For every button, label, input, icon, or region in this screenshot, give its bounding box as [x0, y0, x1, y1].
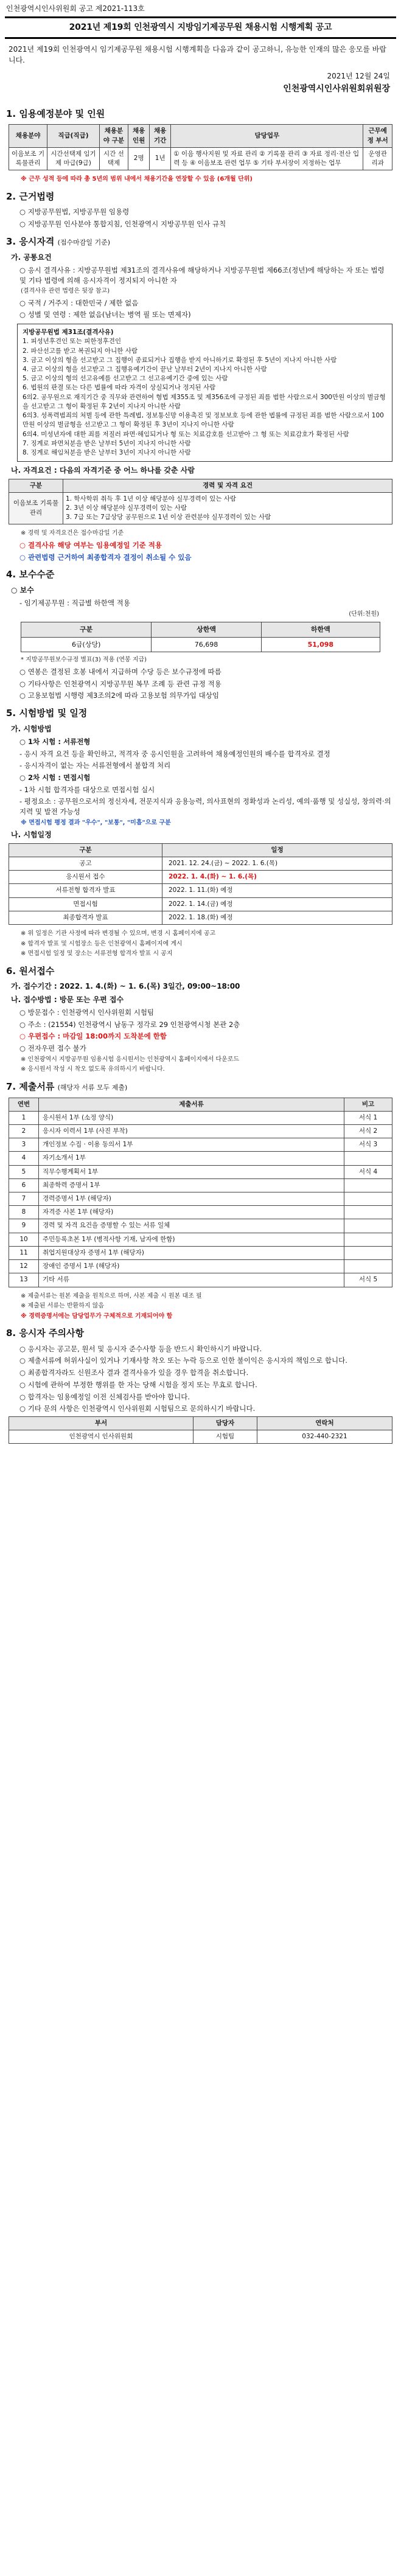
- application-period: 가. 접수기간 : 2022. 1. 4.(화) ~ 1. 6.(목) 3일간, 09:00~18:00: [11, 982, 240, 991]
- stage-1-item: - 응시 자격 요건 등을 확인하고, 적격자 중 응시인원을 고려하여 채용예정인원의 배수를 합격자로 결정: [19, 749, 330, 758]
- documents-note: ※ 제출된 서류는 반환하지 않음: [21, 1303, 105, 1310]
- documents-note: ※ 제출서류는 원본 제출을 원칙으로 하며, 사본 제출 시 원본 대조 필: [21, 1292, 202, 1300]
- doc-no: 12: [9, 1260, 39, 1273]
- disqualification-item: ○ 응시 결격사유 : 지방공무원법 제31조의 결격사유에 해당하거나 지방공무원법 제66조(정년)에 해당하는 자 또는 법령 및 기타 법령에 의해 응시자격이 정지되지 아니한 자: [19, 265, 385, 285]
- doc-name: 자기소개서 1부: [39, 1152, 344, 1165]
- doc-no: 5: [9, 1165, 39, 1178]
- table-row: [9, 871, 392, 884]
- col-count: 채용인원: [128, 125, 150, 147]
- doc-remark: [344, 1152, 392, 1165]
- col-person: 담당자: [193, 1416, 257, 1430]
- table-row: [9, 1192, 392, 1206]
- box-line: 6의4. 미성년자에 대한 죄를 저질러 파면·해임되거나 형 또는 치료감호를 선고받아 그 형 또는 치료감호가 확정된 사람: [23, 430, 349, 438]
- caution-item: ○ 제출서류에 허위사실이 있거나 기재사항 착오 또는 누락 등으로 인한 불이익은 응시자의 책임으로 합니다.: [19, 1356, 347, 1365]
- stage-2-item: - 1차 시험 합격자를 대상으로 면접시험 실시: [19, 785, 155, 794]
- table-row: [9, 1152, 392, 1165]
- cell-dept: 운영관리과: [363, 147, 392, 170]
- doc-name: 경력증명서 1부 (해당자): [39, 1192, 344, 1206]
- section-7-heading: [6, 1081, 399, 1094]
- table-row: [9, 1260, 392, 1273]
- sched-kind: 공고: [9, 857, 162, 870]
- box-line: 6의2. 공무원으로 재직기간 중 직무와 관련하여 형법 제355조 및 제356조에 규정된 죄를 범한 사람으로서 300만원 이상의 벌금형을 선고받고 그 형이 확정된 후 2년이 지나지 아니한 사람: [23, 393, 386, 410]
- sched-date: 2021. 12. 24.(금) ~ 2022. 1. 6.(목): [162, 857, 392, 870]
- sched-date: 2022. 1. 14.(금) 예정: [162, 897, 392, 911]
- table-row: [9, 1430, 392, 1444]
- term-extension-note: ※ 근무 성적 등에 따라 총 5년의 범위 내에서 채용기간을 연장할 수 있음 (6개월 단위): [21, 176, 253, 183]
- stage-2-item: - 평정요소 : 공무원으로서의 정신자세, 전문지식과 응용능력, 의사표현의 정확성과 논리성, 예의·품행 및 성실성, 창의력·의지력 및 발전 가능성: [19, 797, 391, 816]
- contact-table: [9, 1416, 392, 1444]
- documents-table: [9, 1098, 392, 1287]
- col-kind: 구분: [21, 622, 152, 637]
- pay-note: * 지방공무원보수규정 별표(3) 적용 (연봉 지급): [21, 656, 147, 664]
- qualification-line: 2. 3년 이상 해당분야 실무경력이 있는 사람: [66, 504, 187, 512]
- sched-date: 2022. 1. 4.(화) ~ 1. 6.(목): [162, 871, 392, 884]
- cell-kind: 시간 선택제: [99, 147, 128, 170]
- table-row: [9, 492, 392, 524]
- pay-unit: (단위:천원): [349, 611, 379, 618]
- pay-max: 76,698: [152, 637, 261, 652]
- positions-table: [9, 124, 392, 170]
- schedule-sub: 나. 시험일정: [11, 830, 52, 840]
- doc-no: 7: [9, 1192, 39, 1206]
- qualification-lines: [63, 492, 392, 524]
- law-item: ○ 지방공무원법, 지방공무원 임용령: [19, 207, 130, 217]
- doc-no: 4: [9, 1152, 39, 1165]
- section-2-heading: 2. 근거법령: [6, 190, 55, 202]
- contact-phone: 032-440-2321: [257, 1430, 392, 1444]
- qualification-note: ※ 경력 및 자격요건은 접수마감일 기준: [21, 530, 124, 537]
- caution-item: ○ 기타 문의 사항은 인천광역시 인사위원회 시험팀으로 문의하시기 바랍니다.: [19, 1404, 256, 1413]
- section-3-heading: [6, 235, 399, 249]
- col-grade: 직급(직급): [47, 125, 100, 147]
- col-requirements: 경력 및 자격 요건: [63, 479, 392, 492]
- application-item: ○ 주소 : (21554) 인천광역시 남동구 정각로 29 인천광역시청 본관 2층: [19, 1020, 240, 1029]
- col-kind: 구분: [9, 843, 162, 857]
- doc-name: 응시원서 1부 (소정 양식): [39, 1111, 344, 1124]
- pay-list-item: ○ 기타사항은 인천광역시 지방공무원 복무 조례 등 관련 규정 적용: [19, 679, 221, 688]
- application-note: ※ 인천광역시 지방공무원 임용시험 응시원서는 인천광역시 홈페이지에서 다운로드: [21, 1056, 240, 1063]
- col-phone: 연락처: [257, 1416, 392, 1430]
- pay-list-item: ○ 연봉은 결정된 호봉 내에서 지급하며 수당 등은 보수규정에 따름: [19, 667, 221, 676]
- stage-1-item: - 응시자격이 없는 자는 서류전형에서 불합격 처리: [19, 761, 171, 770]
- law-item: ○ 지방공무원 인사분야 통합지침, 인천광역시 지방공무원 인사 규칙: [19, 220, 226, 229]
- col-duties: 담당업무: [171, 125, 363, 147]
- schedule-note: ※ 합격자 발표 및 시험장소 등은 인천광역시 홈페이지에 게시: [21, 940, 183, 947]
- table-row: [9, 1233, 392, 1246]
- doc-remark: 서식 1: [344, 1111, 392, 1124]
- doc-name: 최종학력 증명서 1부: [39, 1178, 344, 1192]
- box-line: 5. 금고 이상의 형의 선고유예를 선고받고 그 선고유예기간 중에 있는 사람: [23, 375, 228, 383]
- cell-count: 2명: [128, 147, 150, 170]
- cell-duties: ① 이음 행사지원 및 자료 관리 ② 기록물 관리 ③ 자료 정리·전산 입력 등 ④ 이음보조 관련 업무 ⑤ 기타 부서장이 지정하는 업무: [171, 147, 363, 170]
- doc-remark: [344, 1233, 392, 1246]
- qualification-line: 1. 학사학위 취득 후 1년 이상 해당분야 실무경력이 있는 사람: [66, 495, 237, 503]
- doc-remark: [344, 1246, 392, 1259]
- notice-number: 인천광역시인사위원회 공고 제2021-113호: [6, 4, 145, 13]
- caution-item: ○ 최종합격자라도 신원조사 결과 결격사유가 있을 경우 합격을 취소합니다.: [19, 1368, 249, 1377]
- schedule-note: ※ 위 일정은 기관 사정에 따라 변경될 수 있으며, 변경 시 홈페이지에 공고: [21, 930, 216, 938]
- caution-item: ○ 합격자는 임용예정일 이전 신체검사를 받아야 합니다.: [19, 1392, 190, 1401]
- col-field: 채용분야: [9, 125, 47, 147]
- doc-no: 10: [9, 1233, 39, 1246]
- qualification-field: 이음보조 기록물관리: [9, 492, 63, 524]
- documents-note: ※ 경력증명서에는 담당업무가 구체적으로 기재되어야 함: [21, 1312, 173, 1320]
- table-row: [9, 1178, 392, 1192]
- doc-remark: 서식 5: [344, 1273, 392, 1287]
- sched-kind: 최종합격자 발표: [9, 911, 162, 924]
- table-row: [9, 1246, 392, 1259]
- cell-grade: 시간선택제 임기제 마급(9급): [47, 147, 100, 170]
- doc-remark: [344, 1206, 392, 1219]
- section-1-heading: 1. 임용예정분야 및 인원: [6, 108, 105, 119]
- cell-field: 이음보조 기록물관리: [9, 147, 47, 170]
- stage-2-note: ※ 면접시험 평정 결과 "우수", "보통", "미흡"으로 구분: [21, 819, 171, 826]
- sched-kind: 서류전형 합격자 발표: [9, 884, 162, 897]
- section-8-heading: 8. 응시자 주의사항: [6, 1328, 85, 1339]
- caution-item: ○ 시험에 관하여 부정한 행위를 한 자는 당해 시험을 정지 또는 무효로 합니다.: [19, 1380, 257, 1389]
- col-dept: 부서: [9, 1416, 194, 1430]
- page-title: 2021년 제19회 인천광역시 지방임기제공무원 채용시험 시행계획 공고: [5, 16, 396, 38]
- table-row: [9, 1165, 392, 1178]
- doc-remark: [344, 1260, 392, 1273]
- doc-name: 응시자 이력서 1부 (사진 부착): [39, 1124, 344, 1138]
- qualification-table: [9, 479, 392, 525]
- stage-2: ○ 2차 시험 : 면접시험: [19, 773, 91, 782]
- application-item: ○ 우편접수 : 마감일 18:00까지 도착분에 한함: [19, 1032, 167, 1041]
- section-5-heading: 5. 시험방법 및 일정: [6, 707, 88, 719]
- col-kind: 채용분야 구분: [99, 125, 128, 147]
- table-row: [9, 1206, 392, 1219]
- table-row: [9, 1124, 392, 1138]
- nationality-item: ○ 국적 / 거주지 : 대한민국 / 제한 없음: [19, 298, 139, 307]
- table-row: [9, 911, 392, 924]
- box-line: 7. 징계로 파면처분을 받은 날부터 5년이 지나지 아니한 사람: [23, 439, 191, 447]
- doc-no: 3: [9, 1138, 39, 1152]
- doc-no: 8: [9, 1206, 39, 1219]
- doc-name: 자격증 사본 1부 (해당자): [39, 1206, 344, 1219]
- doc-no: 6: [9, 1178, 39, 1192]
- doc-no: 11: [9, 1246, 39, 1259]
- stage-1: ○ 1차 시험 : 서류전형: [19, 737, 91, 747]
- pay-grade: 6급(상당): [21, 637, 152, 652]
- box-line: 8. 징계로 해임처분을 받은 날부터 3년이 지나지 아니한 사람: [23, 448, 191, 456]
- doc-name: 개인정보 수집 · 이용 동의서 1부: [39, 1138, 344, 1152]
- table-row: [9, 857, 392, 870]
- section-3-title: 3. 응시자격: [6, 235, 55, 247]
- doc-no: 13: [9, 1273, 39, 1287]
- section-4-heading: 4. 보수수준: [6, 569, 55, 580]
- doc-remark: [344, 1178, 392, 1192]
- contact-person: 시험팀: [193, 1430, 257, 1444]
- sched-date: 2022. 1. 11.(화) 예정: [162, 884, 392, 897]
- doc-remark: 서식 2: [344, 1124, 392, 1138]
- table-row: [9, 1273, 392, 1287]
- doc-remark: [344, 1192, 392, 1206]
- schedule-table: [9, 843, 392, 925]
- doc-remark: [344, 1219, 392, 1233]
- table-row: [21, 637, 380, 652]
- table-row: [9, 1219, 392, 1233]
- application-item: ○ 방문접수 : 인천광역시 인사위원회 시험팀: [19, 1008, 155, 1017]
- box-line: 6의3. 성폭력범죄의 처벌 등에 관한 특례법, 정보통신망 이용촉진 및 정보보호 등에 관한 법률에 규정된 죄를 범한 사람으로서 100만원 이상의 벌금형을 선고받고 그 형이 확정된 후 3년이 지나지 아니한 사람: [23, 412, 384, 429]
- doc-remark: 서식 4: [344, 1165, 392, 1178]
- col-remark: 비고: [344, 1098, 392, 1111]
- doc-no: 2: [9, 1124, 39, 1138]
- caution-item: ○ 응시자는 공고문, 원서 및 응시자 준수사항 등을 반드시 확인하시기 바랍니다.: [19, 1344, 262, 1353]
- contact-dept: 인천광역시 인사위원회: [9, 1430, 194, 1444]
- col-min: 하한액: [261, 622, 380, 637]
- box-line: 1. 피성년후견인 또는 피한정후견인: [23, 338, 122, 346]
- common-req-heading: 가. 공통요건: [11, 252, 52, 262]
- disqualification-box: [17, 324, 392, 462]
- pay-min: 51,098: [261, 637, 380, 652]
- box-line: 6. 법원의 판결 또는 다른 법률에 따라 자격이 상실되거나 정지된 사람: [23, 384, 216, 392]
- application-note: ※ 응시원서 작성 시 착오 없도록 유의하시기 바랍니다.: [21, 1066, 165, 1073]
- sched-kind: 응시원서 접수: [9, 871, 162, 884]
- section-7-note: (해당자 서류 모두 제출): [57, 1083, 128, 1091]
- intro-text: 2021년 제19회 인천광역시 임기제공무원 채용시험 시행계획을 다음과 같이 공고하니, 유능한 인재의 많은 응모를 바랍니다.: [9, 44, 386, 65]
- doc-remark: 서식 3: [344, 1138, 392, 1152]
- section-7-title: 7. 제출서류: [6, 1081, 55, 1092]
- box-line: 2. 파산선고를 받고 복권되지 아니한 사람: [23, 347, 138, 355]
- issuer: 인천광역시인사위원회위원장: [283, 84, 390, 94]
- disqualification-note: (결격사유 관련 법령은 뒷장 참고): [21, 288, 110, 295]
- col-date: 일정: [162, 843, 392, 857]
- doc-name: 취업지원대상자 증명서 1부 (해당자): [39, 1246, 344, 1259]
- doc-name: 직무수행계획서 1부: [39, 1165, 344, 1178]
- col-term: 채용기간: [150, 125, 171, 147]
- col-kind: 구분: [9, 479, 63, 492]
- table-row: [9, 884, 392, 897]
- schedule-note: ※ 면접시험 일정 및 장소는 서류전형 합격자 발표 시 공지: [21, 950, 173, 958]
- pay-item: - 임기제공무원 : 직급별 하한액 적용: [19, 599, 130, 608]
- section-3-note: (접수마감일 기준): [57, 238, 111, 246]
- notice-date: 2021년 12월 24일: [327, 71, 390, 80]
- table-row: [9, 897, 392, 911]
- doc-no: 1: [9, 1111, 39, 1124]
- gender-age-item: ○ 성별 및 연령 : 제한 없음(남녀는 병역 필 또는 면제자): [19, 310, 191, 319]
- section-6-heading: 6. 원서접수: [6, 965, 55, 976]
- pay-table: [21, 622, 380, 653]
- box-line: 지방공무원법 제31조(결격사유): [23, 329, 114, 336]
- table-row: [9, 147, 392, 170]
- cell-term: 1년: [150, 147, 171, 170]
- doc-name: 경력 및 자격 요건을 증명할 수 있는 서류 일체: [39, 1219, 344, 1233]
- doc-no: 9: [9, 1219, 39, 1233]
- doc-name: 장애인 증명서 1부 (해당자): [39, 1260, 344, 1273]
- disq-date-note: ○ 결격사유 해당 여부는 임용예정일 기준 적용: [19, 540, 162, 549]
- doc-name: 주민등록초본 1부 (병적사항 기재, 남자에 한함): [39, 1233, 344, 1246]
- qualification-heading: 나. 자격요건 : 다음의 자격기준 중 어느 하나를 갖춘 사람: [11, 466, 195, 475]
- disq-law-note: ○ 관련법령 근거하여 최종합격자 결정이 취소될 수 있음: [19, 552, 192, 562]
- col-max: 상한액: [152, 622, 261, 637]
- application-item: ○ 전자우편 접수 불가: [19, 1044, 86, 1053]
- pay-sub: ○ 보수: [11, 586, 34, 595]
- sched-kind: 면접시험: [9, 897, 162, 911]
- table-row: [9, 1138, 392, 1152]
- table-row: [9, 1111, 392, 1124]
- col-no: 연번: [9, 1098, 39, 1111]
- sched-date: 2022. 1. 18.(화) 예정: [162, 911, 392, 924]
- qualification-line: 3. 7급 또는 7급상당 공무원으로 1년 이상 관련분야 실무경력이 있는 사람: [66, 513, 271, 521]
- box-line: 3. 금고 이상의 형을 선고받고 그 집행이 종료되거나 집행을 받지 아니하기로 확정된 후 5년이 지나지 아니한 사람: [23, 356, 337, 364]
- col-dept: 근무예정 부서: [363, 125, 392, 147]
- application-method: 나. 접수방법 : 방문 또는 우편 접수: [11, 995, 124, 1004]
- pay-list-item: ○ 고용보험법 시행령 제3조의2에 따라 고용보험 의무가입 대상임: [19, 691, 219, 700]
- method-sub: 가. 시험방법: [11, 724, 52, 733]
- col-doc: 제출서류: [39, 1098, 344, 1111]
- doc-name: 기타 서류: [39, 1273, 344, 1287]
- box-line: 4. 금고 이상의 형을 선고받고 그 집행유예기간이 끝난 날부터 2년이 지나지 아니한 사람: [23, 365, 267, 373]
